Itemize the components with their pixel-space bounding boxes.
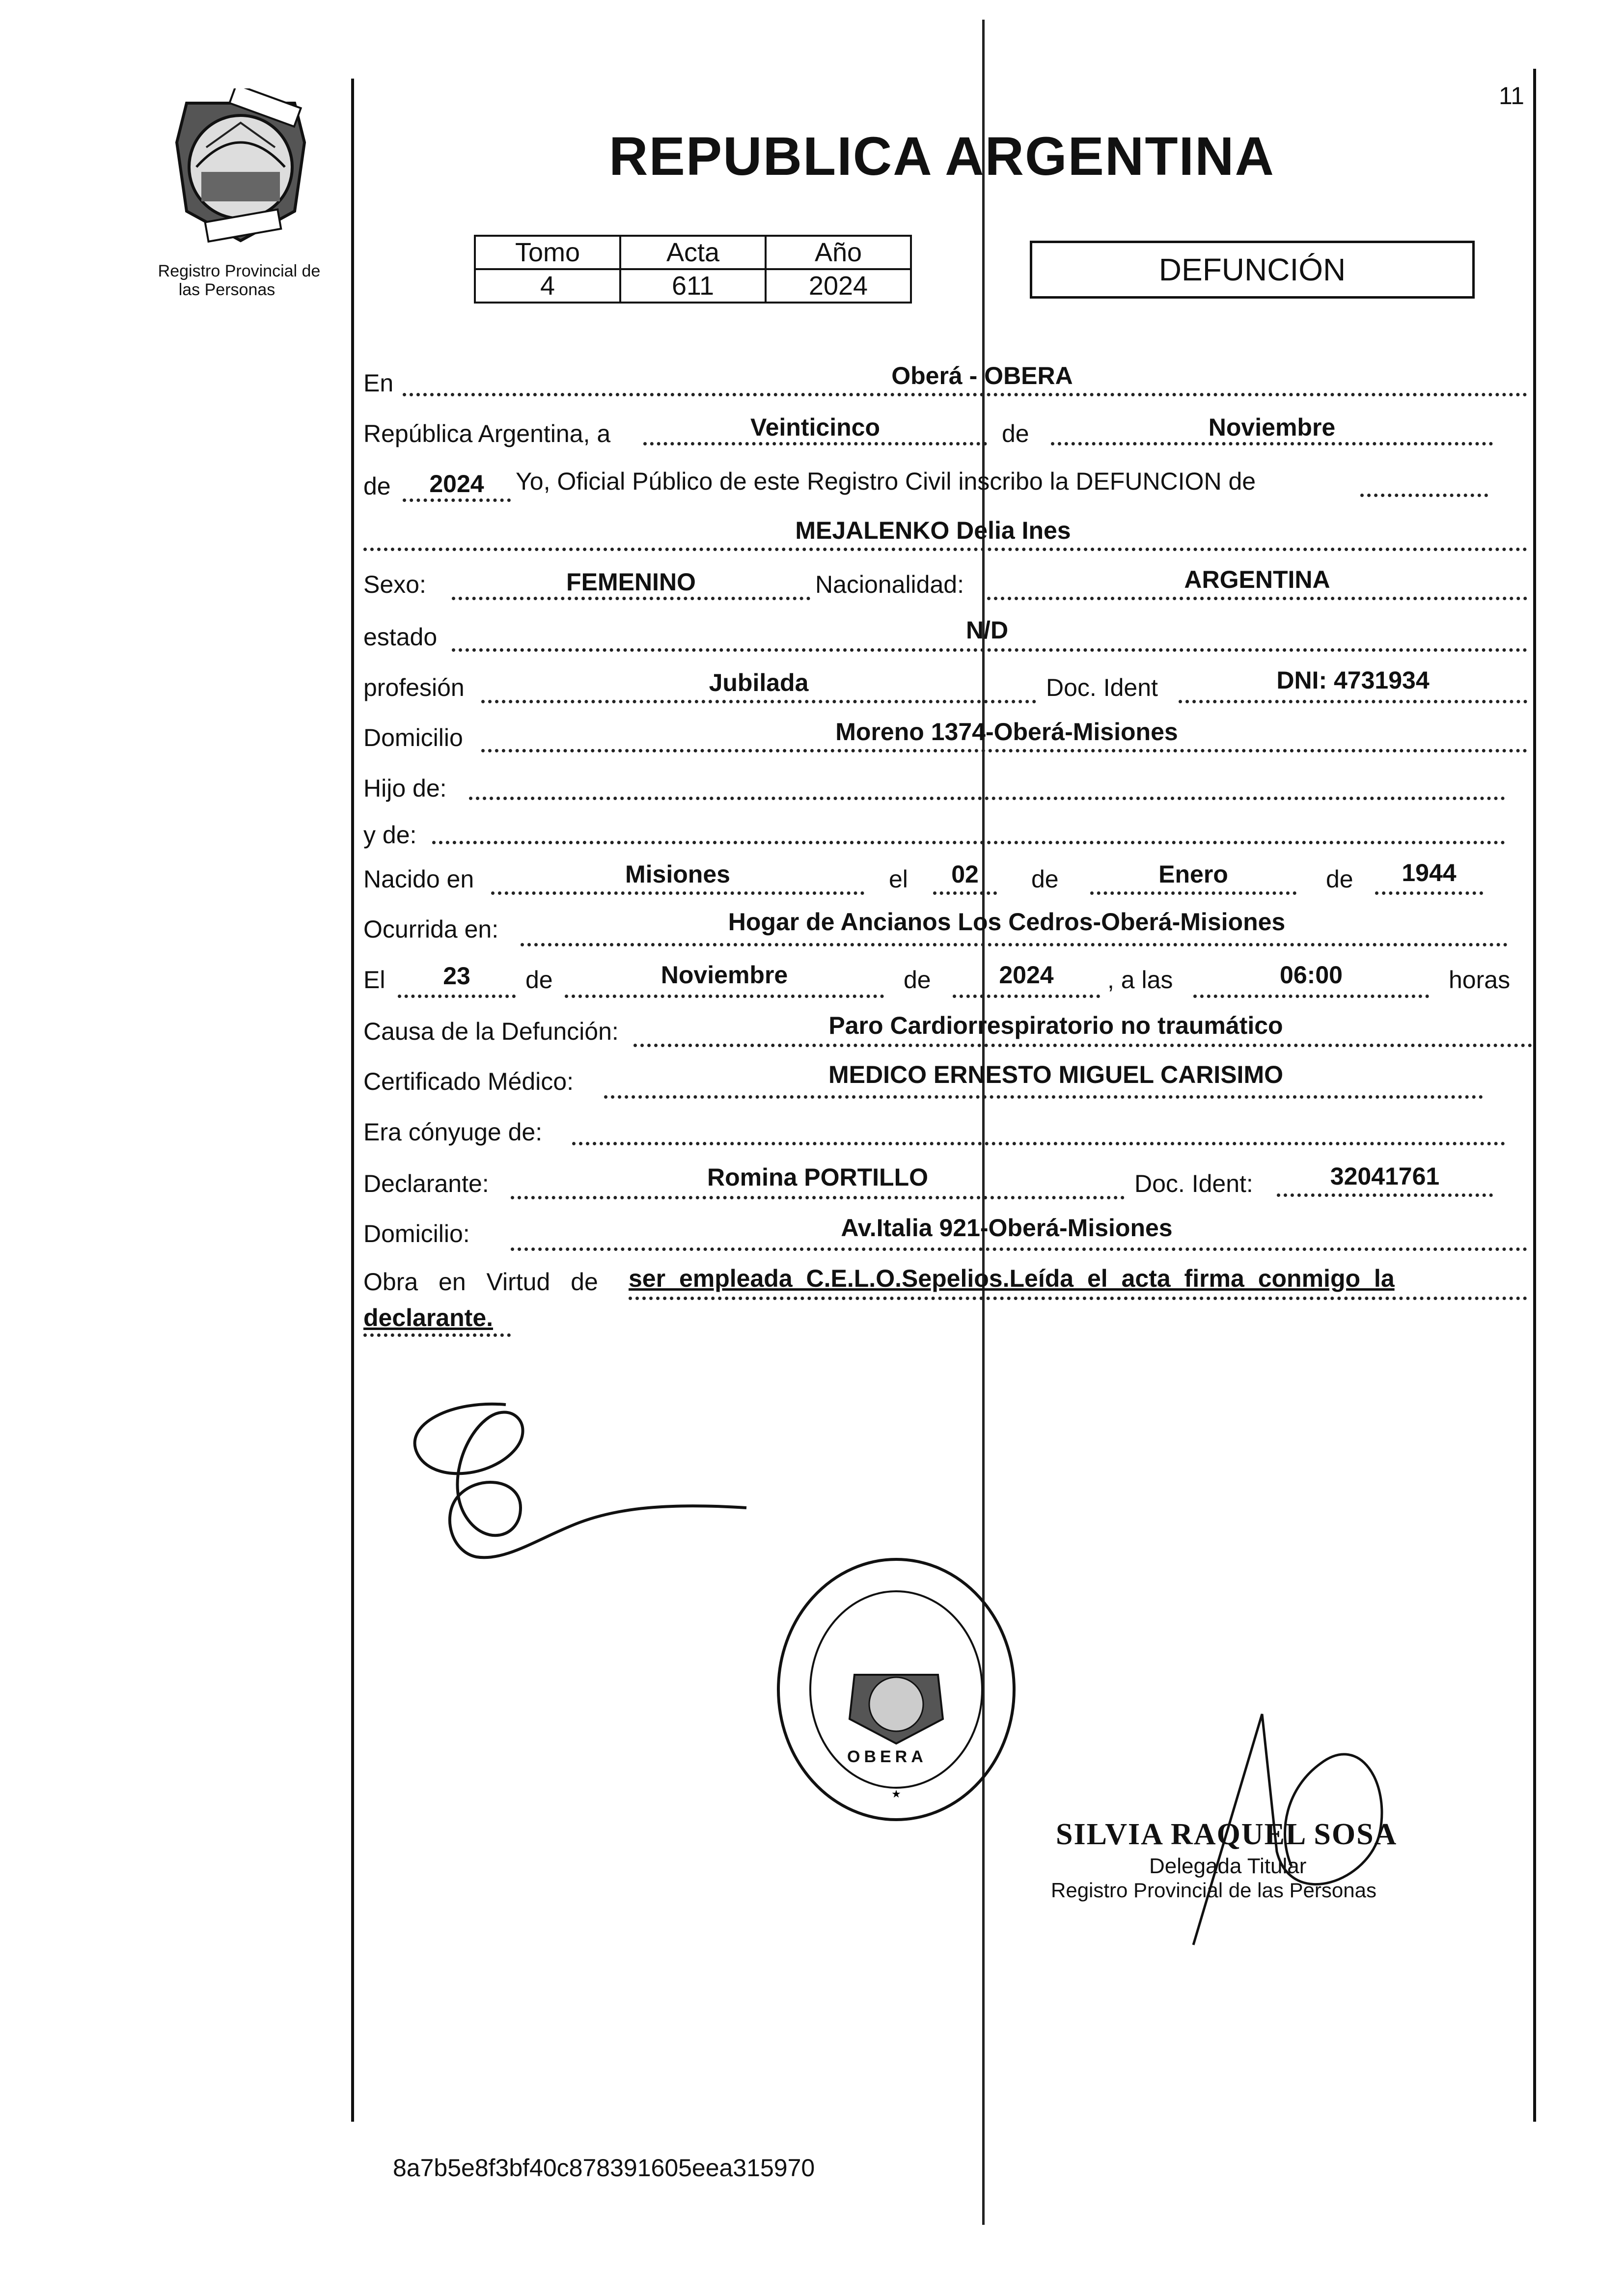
signatory-role: Delegada Titular: [1149, 1854, 1307, 1878]
profesion-dotline: [481, 700, 1036, 703]
alas-label: , a las: [1107, 966, 1173, 994]
death-de-2: de: [904, 966, 931, 994]
right-margin-line: [1533, 69, 1536, 2122]
causa-value: Paro Cardiorrespiratorio no traumático: [828, 1012, 1283, 1039]
decl-domicilio-label: Domicilio:: [363, 1220, 470, 1247]
signatory-office: Registro Provincial de las Personas: [1051, 1879, 1376, 1902]
name-dotline: [363, 548, 1527, 551]
causa-dotline: [633, 1044, 1532, 1047]
sexo-label: Sexo:: [363, 571, 426, 598]
signatory-name: SILVIA RAQUEL SOSA: [1056, 1818, 1398, 1851]
decl-domicilio-dotline: [511, 1247, 1527, 1251]
table-header: Año: [766, 236, 911, 269]
certificado-label: Certificado Médico:: [363, 1068, 574, 1095]
svg-text:★: ★: [891, 1788, 901, 1800]
estado-label: estado: [363, 623, 438, 651]
nacido-dotline: [491, 891, 864, 895]
acta-value: 611: [620, 269, 766, 303]
obra-dotline-1: [629, 1297, 1527, 1300]
birth-year: 1944: [1402, 859, 1457, 886]
death-time-dotline: [1193, 995, 1429, 998]
birth-year-dotline: [1375, 891, 1483, 895]
declarante-value: Romina PORTILLO: [707, 1163, 928, 1191]
estado-value: N/D: [965, 616, 1009, 644]
registry-name-line2: las Personas: [178, 280, 275, 299]
deceased-name: MEJALENKO Delia Ines: [795, 517, 1071, 544]
left-margin-line: [351, 79, 354, 2122]
registry-name-line1: Registro Provincial de: [158, 262, 321, 280]
causa-label: Causa de la Defunción:: [363, 1018, 619, 1045]
yo-text: Yo, Oficial Público de este Registro Civil inscribo la DEFUNCION de: [516, 468, 1256, 495]
month-words: Noviembre: [1208, 414, 1336, 441]
day-dotline: [643, 442, 987, 445]
republica-label: República Argentina, a: [363, 420, 611, 447]
death-year: 2024: [999, 961, 1054, 989]
nacionalidad-value: ARGENTINA: [1184, 566, 1330, 593]
ocurrida-value: Hogar de Ancianos Los Cedros-Oberá-Misiones: [728, 908, 1286, 936]
horas-label: horas: [1449, 966, 1511, 994]
death-day: 23: [443, 962, 470, 990]
yde-dotline: [432, 841, 1505, 844]
death-day-dotline: [398, 995, 516, 998]
birth-day: 02: [951, 860, 979, 888]
estado-dotline: [452, 648, 1527, 652]
year: 2024: [429, 470, 484, 498]
page-number: 11: [1499, 82, 1524, 110]
en-value: Oberá - OBERA: [891, 362, 1073, 389]
year-dotline: [403, 499, 511, 502]
decl-domicilio-value: Av.Italia 921-Oberá-Misiones: [841, 1214, 1173, 1242]
obra-dotline-2: [363, 1333, 511, 1337]
el2-label: El: [363, 966, 385, 994]
certificado-dotline: [604, 1095, 1483, 1099]
hijo-dotline: [469, 797, 1505, 800]
profesion-value: Jubilada: [709, 669, 809, 696]
sexo-value: FEMENINO: [566, 568, 696, 596]
document-hash: 8a7b5e8f3bf40c878391605eea315970: [393, 2154, 815, 2182]
de-label-2: de: [363, 472, 391, 500]
decl-doc-dotline: [1277, 1193, 1493, 1197]
nacionalidad-dotline: [987, 597, 1527, 600]
day-words: Veinticinco: [750, 414, 880, 441]
en-dotline: [403, 393, 1527, 396]
table-header: Tomo: [475, 236, 620, 269]
decl-doc-label: Doc. Ident:: [1134, 1170, 1253, 1197]
birth-day-dotline: [933, 891, 997, 895]
conyuge-dotline: [572, 1142, 1505, 1145]
birth-month-dotline: [1090, 891, 1296, 895]
ocurrida-label: Ocurrida en:: [363, 915, 499, 943]
doc-ident-value: DNI: 4731934: [1276, 666, 1430, 694]
death-year-dotline: [953, 995, 1100, 998]
hijo-label: Hijo de:: [363, 775, 447, 802]
province-emblem: [167, 88, 314, 246]
scan-fold-line: [982, 20, 985, 2225]
sexo-dotline: [452, 597, 810, 600]
doc-ident-dotline: [1179, 700, 1527, 703]
certificado-value: MEDICO ERNESTO MIGUEL CARISIMO: [828, 1061, 1283, 1088]
document-title: REPUBLICA ARGENTINA: [609, 126, 1275, 187]
el-label: el: [889, 865, 908, 893]
en-label: En: [363, 369, 394, 397]
stamp-bottom-text: OBERA: [847, 1747, 927, 1766]
declarante-dotline: [511, 1196, 1125, 1199]
nacido-label: Nacido en: [363, 865, 474, 893]
nacionalidad-label: Nacionalidad:: [815, 571, 964, 598]
anio-value: 2024: [766, 269, 911, 303]
conyuge-label: Era cónyuge de:: [363, 1118, 543, 1146]
ocurrida-dotline: [521, 943, 1508, 946]
declarant-signature: [393, 1390, 766, 1596]
yo-dotline: [1360, 494, 1488, 497]
tomo-value: 4: [475, 269, 620, 303]
death-month-dotline: [565, 995, 884, 998]
obra-value-1: ser empleada C.E.L.O.Sepelios.Leída el acta firma conmigo la: [629, 1265, 1395, 1292]
death-time: 06:00: [1280, 961, 1343, 989]
domicilio-value: Moreno 1374-Oberá-Misiones: [835, 718, 1178, 746]
birth-de-2: de: [1326, 865, 1353, 893]
decl-doc-value: 32041761: [1330, 1163, 1440, 1190]
birth-month: Enero: [1158, 860, 1228, 888]
domicilio-label: Domicilio: [363, 724, 463, 751]
profesion-label: profesión: [363, 674, 465, 701]
declarante-label: Declarante:: [363, 1170, 489, 1197]
death-month: Noviembre: [661, 961, 788, 989]
record-table: [474, 235, 912, 304]
obra-value-2: declarante.: [363, 1304, 494, 1331]
official-stamp: [771, 1552, 1021, 1827]
yde-label: y de:: [363, 821, 417, 849]
death-de-1: de: [525, 966, 553, 994]
doc-ident-label: Doc. Ident: [1046, 674, 1158, 701]
birth-de-1: de: [1031, 865, 1059, 893]
nacido-value: Misiones: [625, 860, 730, 888]
month-dotline: [1051, 442, 1493, 445]
table-header: Acta: [620, 236, 766, 269]
record-type-box: DEFUNCIÓN: [1030, 241, 1475, 299]
de-label: de: [1002, 420, 1029, 447]
domicilio-dotline: [481, 749, 1527, 752]
obra-label: Obra en Virtud de: [363, 1268, 598, 1296]
